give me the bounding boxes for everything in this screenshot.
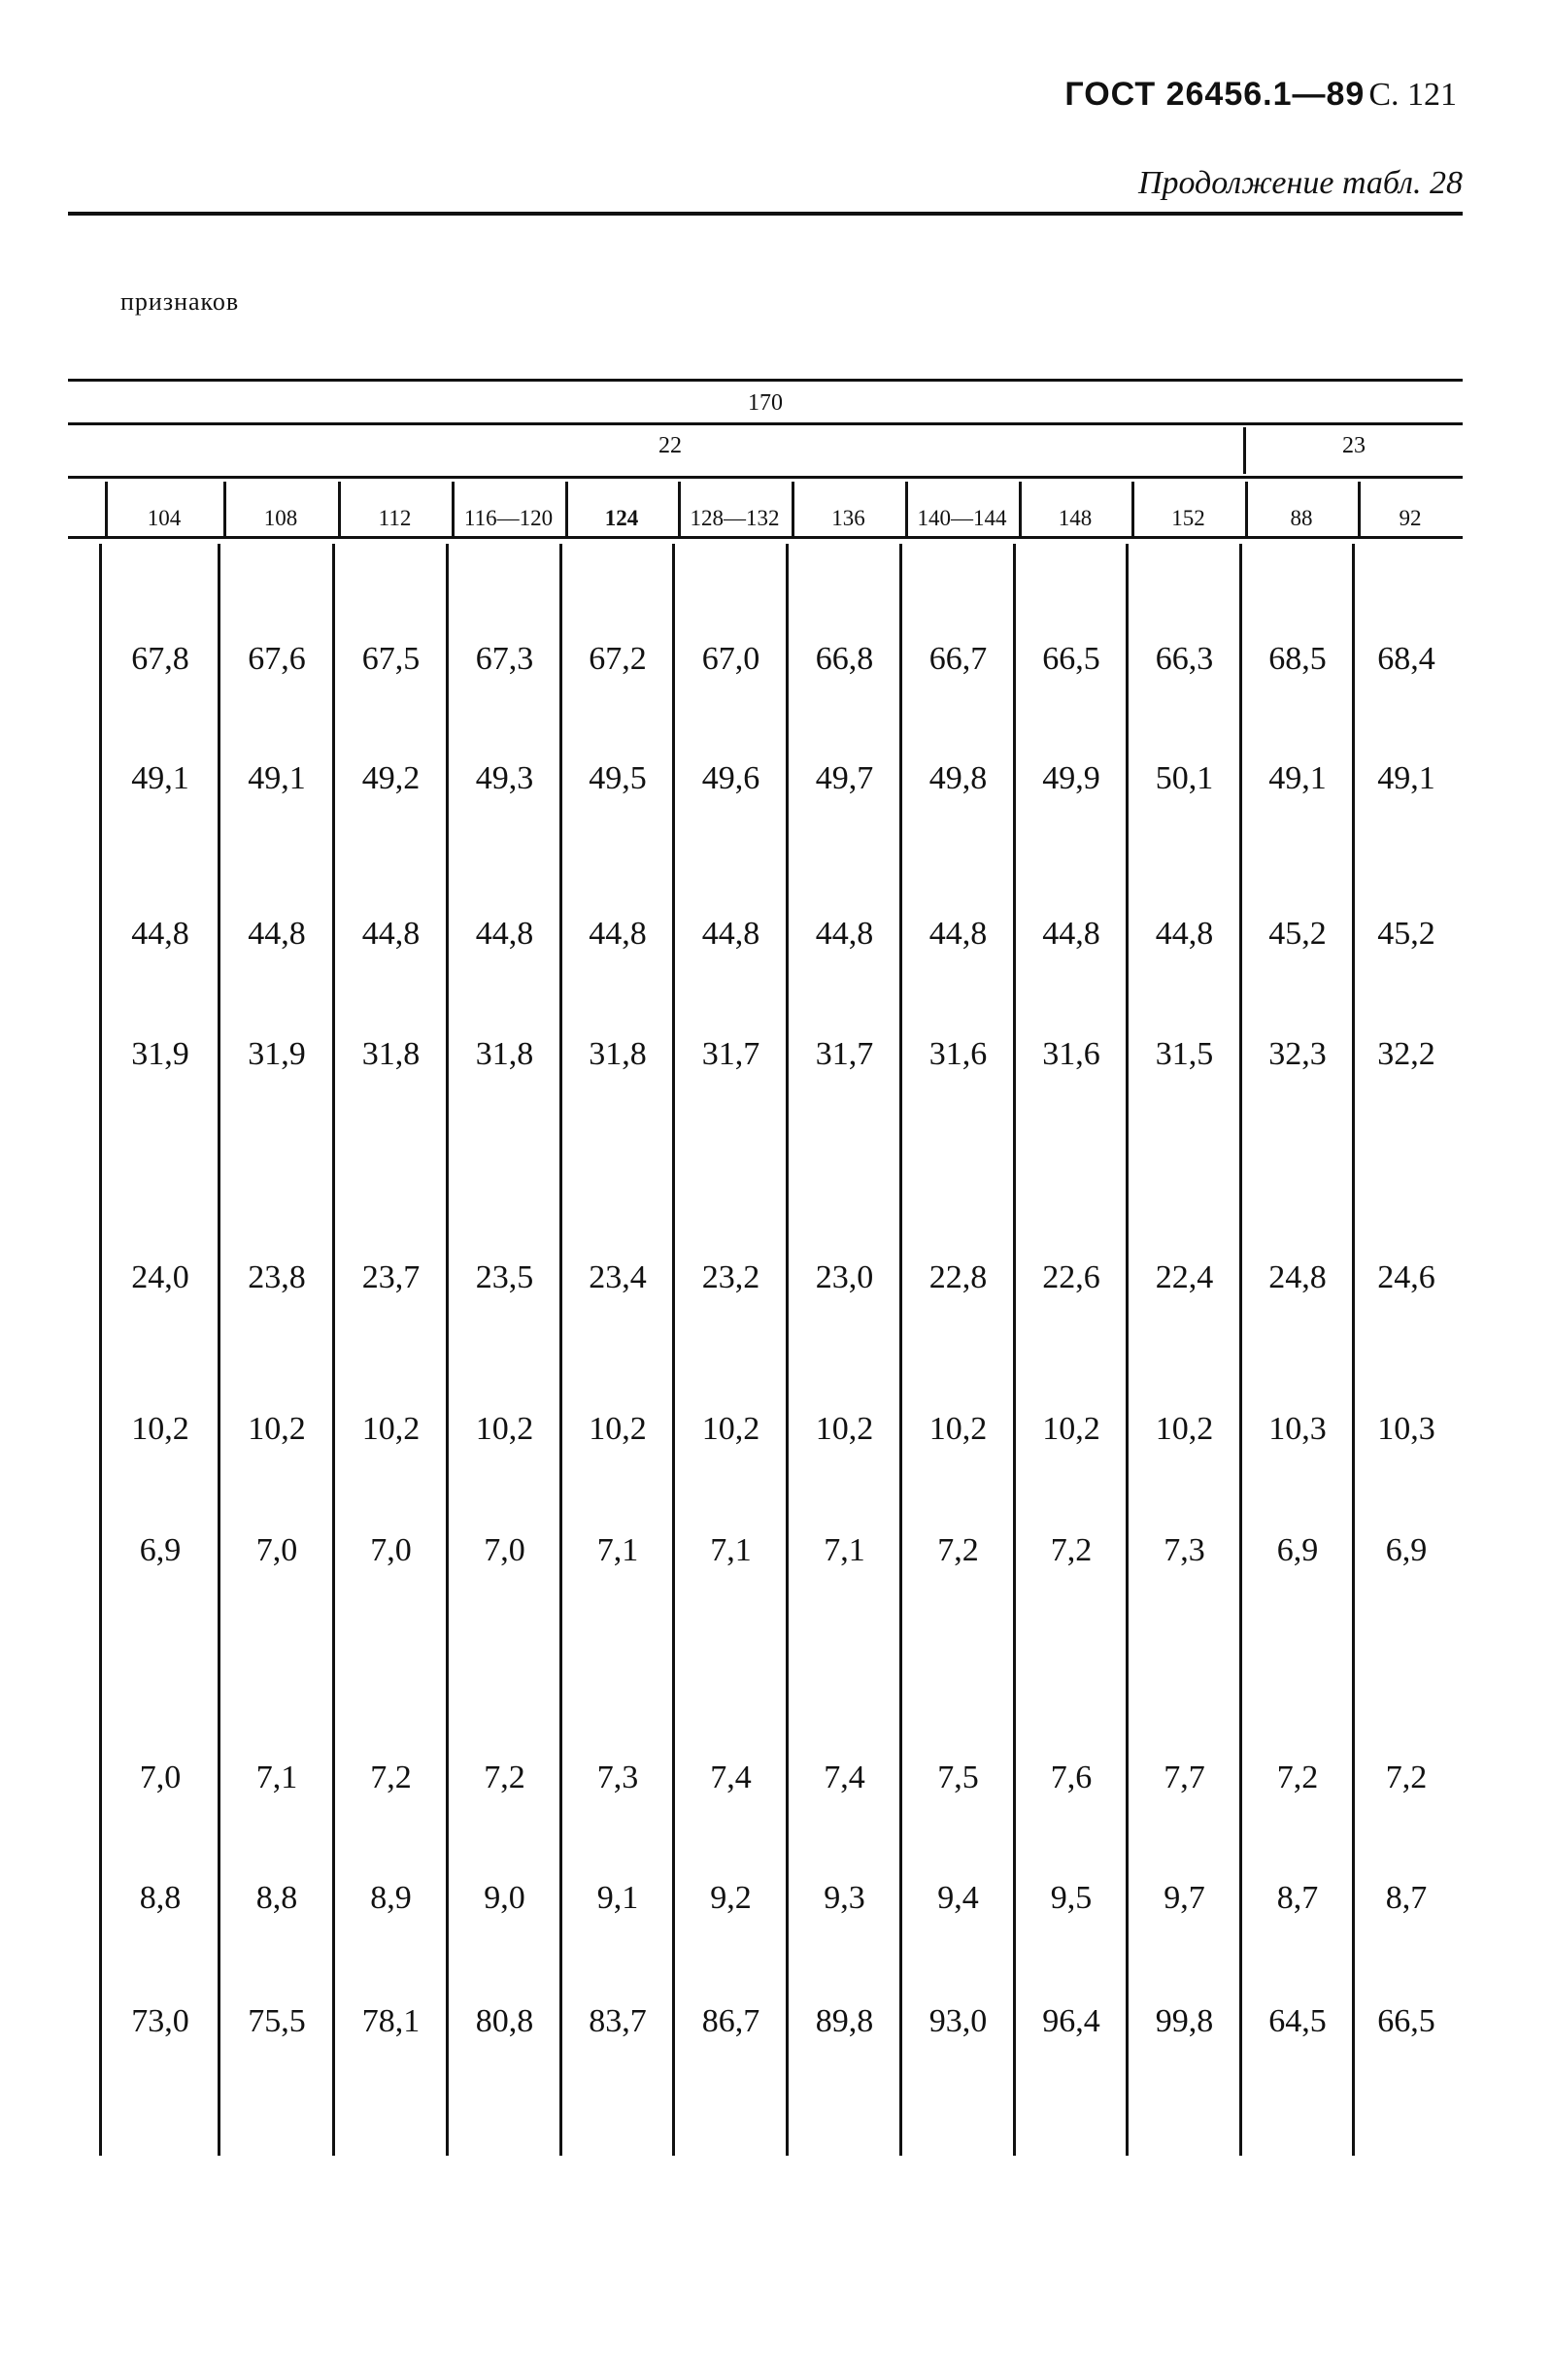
table-cell: 49,9 (1042, 760, 1100, 796)
table-cell: 64,5 (1268, 2003, 1327, 2039)
table-cell: 49,1 (1268, 760, 1327, 796)
table-cell: 49,6 (701, 760, 760, 796)
table-cell: 66,5 (1042, 641, 1100, 677)
table-cell: 68,4 (1377, 641, 1435, 677)
table-cell: 7,6 (1050, 1760, 1093, 1795)
table-cell: 10,2 (475, 1411, 534, 1447)
table-cell: 67,0 (701, 641, 760, 677)
table-cell: 23,0 (815, 1259, 874, 1295)
table-cell: 31,8 (475, 1036, 534, 1072)
table-cell: 9,4 (937, 1880, 979, 1916)
table-cell: 93,0 (928, 2003, 988, 2039)
group-rule (68, 422, 1463, 425)
table-cell: 32,2 (1377, 1036, 1435, 1072)
table-cell: 7,2 (1050, 1532, 1093, 1568)
table-cell: 6,9 (1276, 1532, 1319, 1568)
table-cell: 9,0 (484, 1880, 525, 1916)
table-cell: 8,9 (370, 1880, 412, 1916)
table-cell: 68,5 (1268, 641, 1327, 677)
table-cell: 31,7 (815, 1036, 874, 1072)
table-cell: 31,6 (928, 1036, 988, 1072)
table-cell: 44,8 (475, 916, 534, 952)
table-cell: 7,1 (255, 1760, 298, 1795)
table-cell: 31,7 (701, 1036, 760, 1072)
table-cell: 66,7 (928, 641, 988, 677)
table-cell: 7,2 (370, 1760, 412, 1795)
table-cell: 24,6 (1377, 1259, 1435, 1295)
header-rule (68, 212, 1463, 216)
table-cell: 23,2 (701, 1259, 760, 1295)
table-cell: 7,0 (255, 1532, 298, 1568)
group-size-22: 22 (658, 433, 682, 458)
column-header: 148 (1058, 506, 1093, 530)
page-header (1064, 76, 1457, 114)
table-cell: 44,8 (815, 916, 874, 952)
column-header: 104 (147, 506, 182, 530)
table-cell: 7,3 (596, 1760, 639, 1795)
page-number: С. 121 (1368, 77, 1457, 113)
table-cell: 31,9 (248, 1036, 306, 1072)
table-cell: 45,2 (1268, 916, 1327, 952)
table-cell: 7,7 (1164, 1760, 1205, 1795)
table-continuation-title: Продолжение табл. 28 (1137, 165, 1463, 201)
table-cell: 67,3 (475, 641, 534, 677)
table-cell: 9,5 (1050, 1880, 1093, 1916)
table-cell: 7,2 (484, 1760, 525, 1795)
column-header: 116—120 (463, 506, 554, 530)
subgroup-rule (68, 476, 1463, 479)
table-cell: 67,8 (131, 641, 189, 677)
table-cell: 10,2 (589, 1411, 647, 1447)
table-cell: 23,4 (589, 1259, 647, 1295)
table-cell: 44,8 (1155, 916, 1214, 952)
table-cell: 9,3 (824, 1880, 865, 1916)
table-cell: 10,2 (248, 1411, 306, 1447)
table-cell: 10,2 (131, 1411, 189, 1447)
table-cell: 22,4 (1155, 1259, 1214, 1295)
table-cell: 49,1 (131, 760, 189, 796)
column-header: 108 (263, 506, 298, 530)
table-caption: признаков (120, 287, 240, 316)
table-cell: 80,8 (475, 2003, 534, 2039)
table-cell: 10,2 (701, 1411, 760, 1447)
table-cell: 67,6 (248, 641, 306, 677)
table-cell: 7,1 (596, 1532, 639, 1568)
table-cell: 49,5 (589, 760, 647, 796)
table-cell: 49,8 (928, 760, 988, 796)
column-header: 124 (604, 506, 639, 530)
table-cell: 10,2 (815, 1411, 874, 1447)
table-cell: 10,3 (1268, 1411, 1327, 1447)
group-height-170: 170 (748, 390, 783, 416)
table-cell: 24,0 (131, 1259, 189, 1295)
table-cell: 6,9 (139, 1532, 182, 1568)
table-cell: 49,2 (361, 760, 421, 796)
table-cell: 32,3 (1268, 1036, 1327, 1072)
table-cell: 44,8 (361, 916, 421, 952)
table-cell: 23,5 (475, 1259, 534, 1295)
table-cell: 45,2 (1377, 916, 1435, 952)
table-cell: 78,1 (361, 2003, 421, 2039)
table-cell: 7,0 (139, 1760, 182, 1795)
table-cell: 44,8 (928, 916, 988, 952)
table-cell: 22,6 (1042, 1259, 1100, 1295)
table-cell: 44,8 (248, 916, 306, 952)
table-cell: 49,3 (475, 760, 534, 796)
table-cell: 66,5 (1377, 2003, 1435, 2039)
table-cell: 31,9 (131, 1036, 189, 1072)
table-cell: 49,1 (248, 760, 306, 796)
table-cell: 10,2 (928, 1411, 988, 1447)
standard-number: ГОСТ 26456.1—89 (1064, 76, 1366, 113)
table-cell: 6,9 (1385, 1532, 1428, 1568)
table-cell: 44,8 (131, 916, 189, 952)
table-cell: 8,7 (1385, 1880, 1428, 1916)
table-cell: 7,5 (937, 1760, 979, 1795)
group-size-23: 23 (1342, 433, 1366, 458)
table-cell: 7,2 (1276, 1760, 1319, 1795)
table-cell: 7,1 (710, 1532, 752, 1568)
column-header: 112 (378, 506, 412, 530)
table-cell: 96,4 (1042, 2003, 1100, 2039)
table-cell: 7,4 (824, 1760, 865, 1795)
table-cell: 10,2 (1155, 1411, 1214, 1447)
column-header: 92 (1399, 506, 1422, 530)
table-cell: 7,4 (710, 1760, 752, 1795)
table-cell: 66,8 (815, 641, 874, 677)
table-cell: 67,2 (589, 641, 647, 677)
table-cell: 31,6 (1042, 1036, 1100, 1072)
table-cell: 89,8 (815, 2003, 874, 2039)
table-cell: 7,0 (484, 1532, 525, 1568)
table-cell: 24,8 (1268, 1259, 1327, 1295)
table-cell: 99,8 (1155, 2003, 1214, 2039)
table-top-rule (68, 379, 1463, 382)
table-cell: 44,8 (589, 916, 647, 952)
table-cell: 67,5 (361, 641, 421, 677)
column-header: 128—132 (690, 506, 780, 530)
table-cell: 7,0 (370, 1532, 412, 1568)
table-cell: 8,8 (139, 1880, 182, 1916)
table-cell: 66,3 (1155, 641, 1214, 677)
table-cell: 23,8 (248, 1259, 306, 1295)
table-cell: 9,2 (710, 1880, 752, 1916)
table-cell: 75,5 (248, 2003, 306, 2039)
table-cell: 49,7 (815, 760, 874, 796)
table-cell: 7,2 (1385, 1760, 1428, 1795)
column-header: 136 (831, 506, 865, 530)
table-cell: 86,7 (701, 2003, 760, 2039)
column-header: 88 (1290, 506, 1313, 530)
table-cell: 31,5 (1155, 1036, 1214, 1072)
table-cell: 7,3 (1164, 1532, 1205, 1568)
table-cell: 9,7 (1164, 1880, 1205, 1916)
table-cell: 10,2 (1042, 1411, 1100, 1447)
table-cell: 7,1 (824, 1532, 865, 1568)
table-cell: 9,1 (596, 1880, 639, 1916)
table-cell: 10,3 (1377, 1411, 1435, 1447)
table-cell: 83,7 (589, 2003, 647, 2039)
table-cell: 49,1 (1377, 760, 1435, 796)
table-cell: 31,8 (361, 1036, 421, 1072)
table-cell: 31,8 (589, 1036, 647, 1072)
table-cell: 10,2 (361, 1411, 421, 1447)
table-cell: 44,8 (701, 916, 760, 952)
column-header: 140—144 (917, 506, 1007, 530)
table-cell: 8,8 (255, 1880, 298, 1916)
table-cell: 22,8 (928, 1259, 988, 1295)
column-header: 152 (1171, 506, 1205, 530)
table-cell: 8,7 (1276, 1880, 1319, 1916)
table-cell: 7,2 (937, 1532, 979, 1568)
table-cell: 23,7 (361, 1259, 421, 1295)
table-cell: 73,0 (131, 2003, 189, 2039)
table-cell: 50,1 (1155, 760, 1214, 796)
table-cell: 44,8 (1042, 916, 1100, 952)
